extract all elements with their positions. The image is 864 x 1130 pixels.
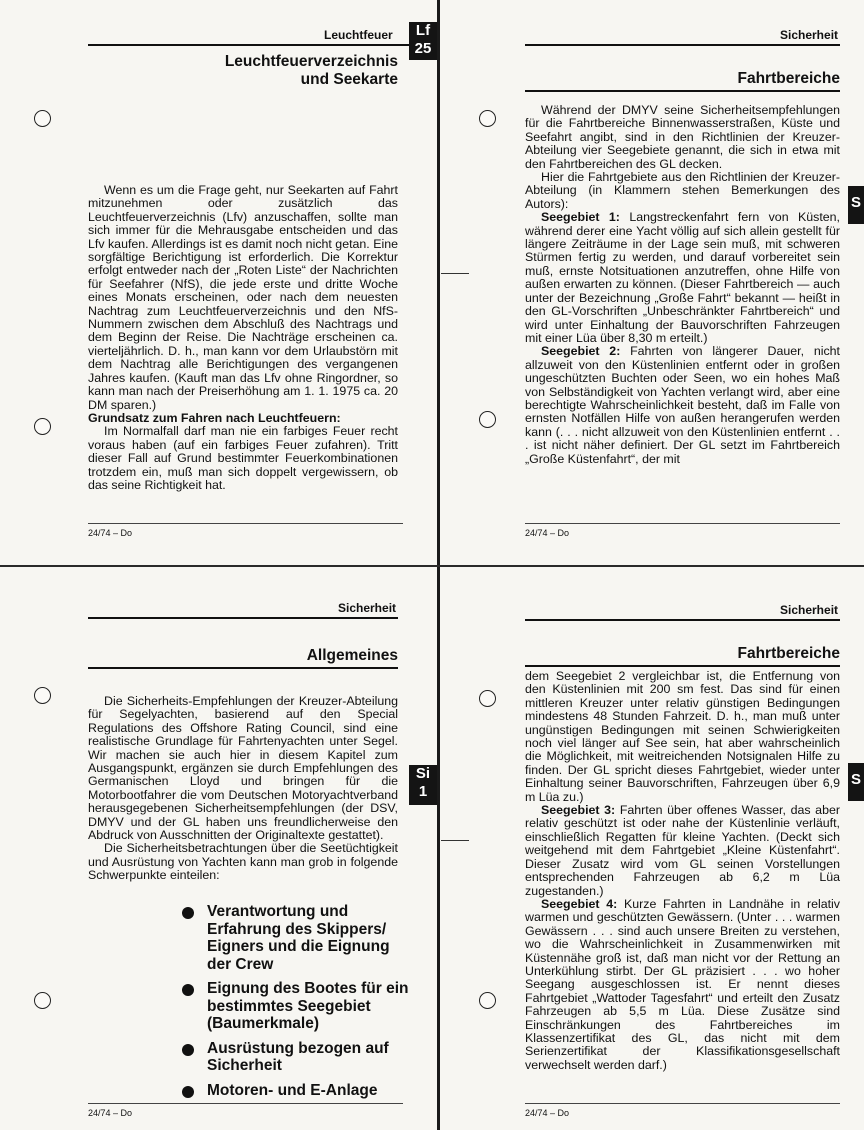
title-rule <box>88 667 398 669</box>
bullet-dot-icon <box>182 1044 194 1056</box>
body-text <box>525 670 840 1072</box>
tab-marker-s <box>848 763 864 801</box>
punch-hole <box>34 992 51 1009</box>
tab-marker-lf25 <box>409 22 437 60</box>
body-text <box>525 104 840 466</box>
page-fahrtbereiche-1 <box>441 0 864 565</box>
term-text: Fahrten über offenes Wasser, das aber relativ geschützt ist oder nahe der Küstenlinie verläuft, einschließlich Regatten für kleine Yachten. (Deckt sich weitgehend mit dem Fahrtgebiet „Kleine Küstenfahrt“. Dieser Zusatz wird vom GL seinen Vorstellungen entsprechenden Fahrzeugen ab 6,2 m Lüa zugestanden.) <box>525 803 840 898</box>
page-footer: 24/74 – Do <box>88 1108 133 1118</box>
header-rule <box>88 617 398 619</box>
page-title <box>307 647 398 665</box>
page-title <box>737 645 840 663</box>
page-footer: 24/74 – Do <box>525 528 570 538</box>
page-title <box>737 70 840 88</box>
page-fahrtbereiche-2 <box>441 567 864 1130</box>
bullet-item <box>182 1040 412 1075</box>
bullet-text: Verantwortung und Erfahrung des Skippers/ Eigners und die Eignung der Crew <box>207 903 390 973</box>
bullet-text: Ausrüstung bezogen auf Sicherheit <box>207 1039 389 1074</box>
bullet-item <box>182 903 412 973</box>
footer-rule <box>525 1103 840 1104</box>
tab-label: Lf <box>415 22 431 39</box>
term-label: Seegebiet 1: <box>541 210 620 225</box>
page-leuchtfeuer <box>0 0 437 565</box>
section-header: Sicherheit <box>780 603 839 617</box>
margin-mark <box>441 273 469 274</box>
bullet-text: Motoren- und E-Anlage <box>207 1081 378 1099</box>
tab-marker-si1 <box>409 765 437 805</box>
title-line-2: und Seekarte <box>300 71 398 88</box>
title-rule <box>525 665 840 667</box>
page-allgemeines <box>0 567 437 1130</box>
paragraph: dem Seegebiet 2 vergleichbar ist, die Entfernung von den Küstenlinien mit 200 sm fest. Das sind für einen mittleren Kreuzer unter relativ günstigen Bedingungen mindestens 48 Stunden Fahrzeit. D. h., man muß unter ungünstigen Bedingungen mit seinen Schwierigkeiten noch viel länger auf See sein, hat aber wahrscheinlich die Möglichkeit, mit weitreichenden Notsignalen Hilfe zu finden. Der GL spricht dieses Fahrtgebiet, wieder unter Einhaltung seiner Bauvorschriften, Fahrzeugen über 6,9 m Lüa zu.) <box>525 669 840 804</box>
title-line-1: Allgemeines <box>306 647 398 664</box>
paragraph: Die Sicherheitsbetrachtungen über die Seetüchtigkeit und Ausrüstung von Yachten kann man grob in folgende Schwerpunkte einteilen: <box>88 841 398 883</box>
tab-label: S <box>850 194 861 211</box>
punch-hole <box>479 690 496 707</box>
term-text: Langstreckenfahrt fern von Küsten, während derer eine Yacht völlig auf sich allein gestellt für längere Zeiträume in der Lage sein muß, mit schweren Stürmen fertig zu werden, und darauf vorbereitet sein muß, ernste Notsituationen anzutreffen, ohne Hilfe von außen erwarten zu können. (Dieser Fahrtbereich — auch unter der Bezeichnung „Große Fahrt“ bekannt — heißt in den GL-Vorschriften „Unbeschränkter Fahrtbereich“ und wird unter Einhaltung der Bauvorschriften Fahrzeugen mit einer Lüa über 8,30 m erteilt.) <box>525 210 840 345</box>
footer-rule <box>525 523 840 524</box>
term-label: Seegebiet 4: <box>541 896 618 911</box>
section-header: Leuchtfeuer <box>324 28 393 42</box>
footer-rule <box>88 523 403 524</box>
tab-label: Si <box>415 765 431 782</box>
bullet-dot-icon <box>182 907 194 919</box>
body-text <box>88 695 398 883</box>
title-line-1: Leuchtfeuerverzeichnis <box>224 53 398 70</box>
punch-hole <box>479 992 496 1009</box>
bullet-list <box>182 903 412 1106</box>
title-rule <box>525 90 840 92</box>
subheading: Grundsatz zum Fahren nach Leuchtfeuern: <box>88 410 341 425</box>
term-text: Kurze Fahrten in Landnähe in relativ warmen und geschützten Gewässern. (Unter . . . warmen Gewässern . . . sind auch unsere Breiten zu verstehen, wo die Wahrscheinlichkeit in Zusammenwirken mit Küstennähe groß ist, daß man nicht vor der Rettung an Unterkühlung stirbt. Der GL präzisiert . . . wo hoher Seegang ausgeschlossen ist. Er nennt dieses Fahrtgebiet „Wattoder Tagesfahrt“ und erteilt den Zusatz Fahrzeugen ab 5,5 m Lüa. Diese Zusätze sind Einschränkungen des Fahrtbereiches im Klassenzertifikat des GL, das nicht mit dem Serienzertifikat der Klassifikationsgesellschaft verwechselt werden darf.) <box>525 896 840 1072</box>
footer-rule <box>88 1103 403 1104</box>
punch-hole <box>479 411 496 428</box>
paragraph: Wenn es um die Frage geht, nur Seekarten auf Fahrt mitzunehmen oder zusätzlich das Leuchtfeuerverzeichnis (Lfv) anzuschaffen, sollte man sich immer für die Mehrausgabe entscheiden und das Lfv kaufen. Allerdings ist es damit noch nicht getan. Eine sorgfältige Berichtigung ist erforderlich. Die Korrektur erfolgt entweder nach der „Roten Liste“ der Nachrichten für Seefahrer (NfS), die jede erste und dritte Woche eines Monats erscheinen, oder nach dem neuesten Nachtrag zum Leuchtfeuerverzeichnis und den NfS-Nummern zwischen dem Abschluß des Nachtrags und dem Beginn der Reise. Die Nachträge erscheinen ca. vierteljährlich. D. h., man kann vor dem Urlaubstörn mit dem Nachtrag alle Berichtigungen des vergangenen Jahres kaufen. (Kauft man das Lfv ohne Ringordner, so kann man nach der Preiserhöhung am 1. 1. 1975 ca. 20 DM sparen.) <box>88 183 398 412</box>
bullet-dot-icon <box>182 984 194 996</box>
header-rule <box>88 44 409 46</box>
bullet-item <box>182 980 412 1033</box>
paragraph <box>525 898 840 1072</box>
paragraph <box>525 345 840 466</box>
page-footer: 24/74 – Do <box>88 528 133 538</box>
punch-hole <box>34 110 51 127</box>
punch-hole <box>479 110 496 127</box>
paragraph <box>525 804 840 898</box>
punch-hole <box>34 418 51 435</box>
paragraph: Im Normalfall darf man nie ein farbiges Feuer recht voraus haben (auf ein farbiges Feuer zufahren). Tritt dieser Fall auf Grund bestimmter Feuerkombinationen trotzdem ein, muß man sich doppelt vergewissern, ob das seine Richtigkeit hat. <box>88 424 398 492</box>
paragraph: Hier die Fahrtgebiete aus den Richtlinien der Kreuzer-Abteilung (in Klammern stehen Bemerkungen des Autors): <box>525 170 840 211</box>
tab-number: 1 <box>418 783 428 800</box>
page-footer: 24/74 – Do <box>525 1108 570 1118</box>
paragraph: Die Sicherheits-Empfehlungen der Kreuzer-Abteilung für Segelyachten, basierend auf den Special Regulations des Offshore Rating Council, sind eine realistische Grundlage für Fahrtenyachten unter Segel. Wir machen sie auch hier in diesem Kapitel zum Ausgangspunkt, ergänzen sie durch Empfehlungen des Germanischen Lloyd und bringen für die Motorbootfahrer die vom Deutschen Motoryachtverband herausgegebenen Sicherheitsempfehlungen (der DSV, DMYV und der GL haben uns freundlicherweise den Abdruck von Ausschnitten der Originaltexte gestattet). <box>88 694 398 843</box>
body-text <box>88 184 398 492</box>
term-label: Seegebiet 2: <box>541 344 621 359</box>
title-line-1: Fahrtbereiche <box>737 645 840 662</box>
term-text: Fahrten von längerer Dauer, nicht allzuweit von den Küstenlinien entfernt oder in großen ungeschützten Buchten oder Seen, wo ein hohes Maß von Selbständigkeit von Yachten verlangt wird, aber eine berechtigte Wahrscheinlichkeit besteht, daß im Falle von ernsten Notfällen Hilfe von außen herangerufen werden kann (. . . nicht allzuweit von den Küstenlinien entfernt . . . ist nicht näher definiert. Der GL setzt im Fahrtbereich „Große Küstenfahrt“, der mit <box>525 344 840 466</box>
punch-hole <box>34 687 51 704</box>
section-header: Sicherheit <box>338 601 397 615</box>
paragraph <box>525 211 840 345</box>
page-title <box>225 53 398 89</box>
bullet-text: Eignung des Bootes für ein bestimmtes Seegebiet (Baumerkmale) <box>207 980 409 1032</box>
header-rule <box>525 619 840 621</box>
term-label: Seegebiet 3: <box>541 803 616 818</box>
tab-label: S <box>850 771 861 788</box>
tab-marker-s <box>848 186 864 224</box>
title-line-1: Fahrtbereiche <box>737 70 840 87</box>
margin-mark <box>441 840 469 841</box>
bullet-item <box>182 1082 412 1100</box>
section-header: Sicherheit <box>780 28 839 42</box>
header-rule <box>525 44 840 46</box>
bullet-dot-icon <box>182 1086 194 1098</box>
tab-number: 25 <box>414 40 432 57</box>
paragraph: Während der DMYV seine Sicherheitsempfehlungen für die Fahrtbereiche Binnenwasserstraßen, Küste und Seefahrt angibt, sind in den Richtlinien der Kreuzer-Abteilung vier Seegebiete genannt, die sich in etwa mit den Fahrtbereichen des GL decken. <box>525 103 840 171</box>
